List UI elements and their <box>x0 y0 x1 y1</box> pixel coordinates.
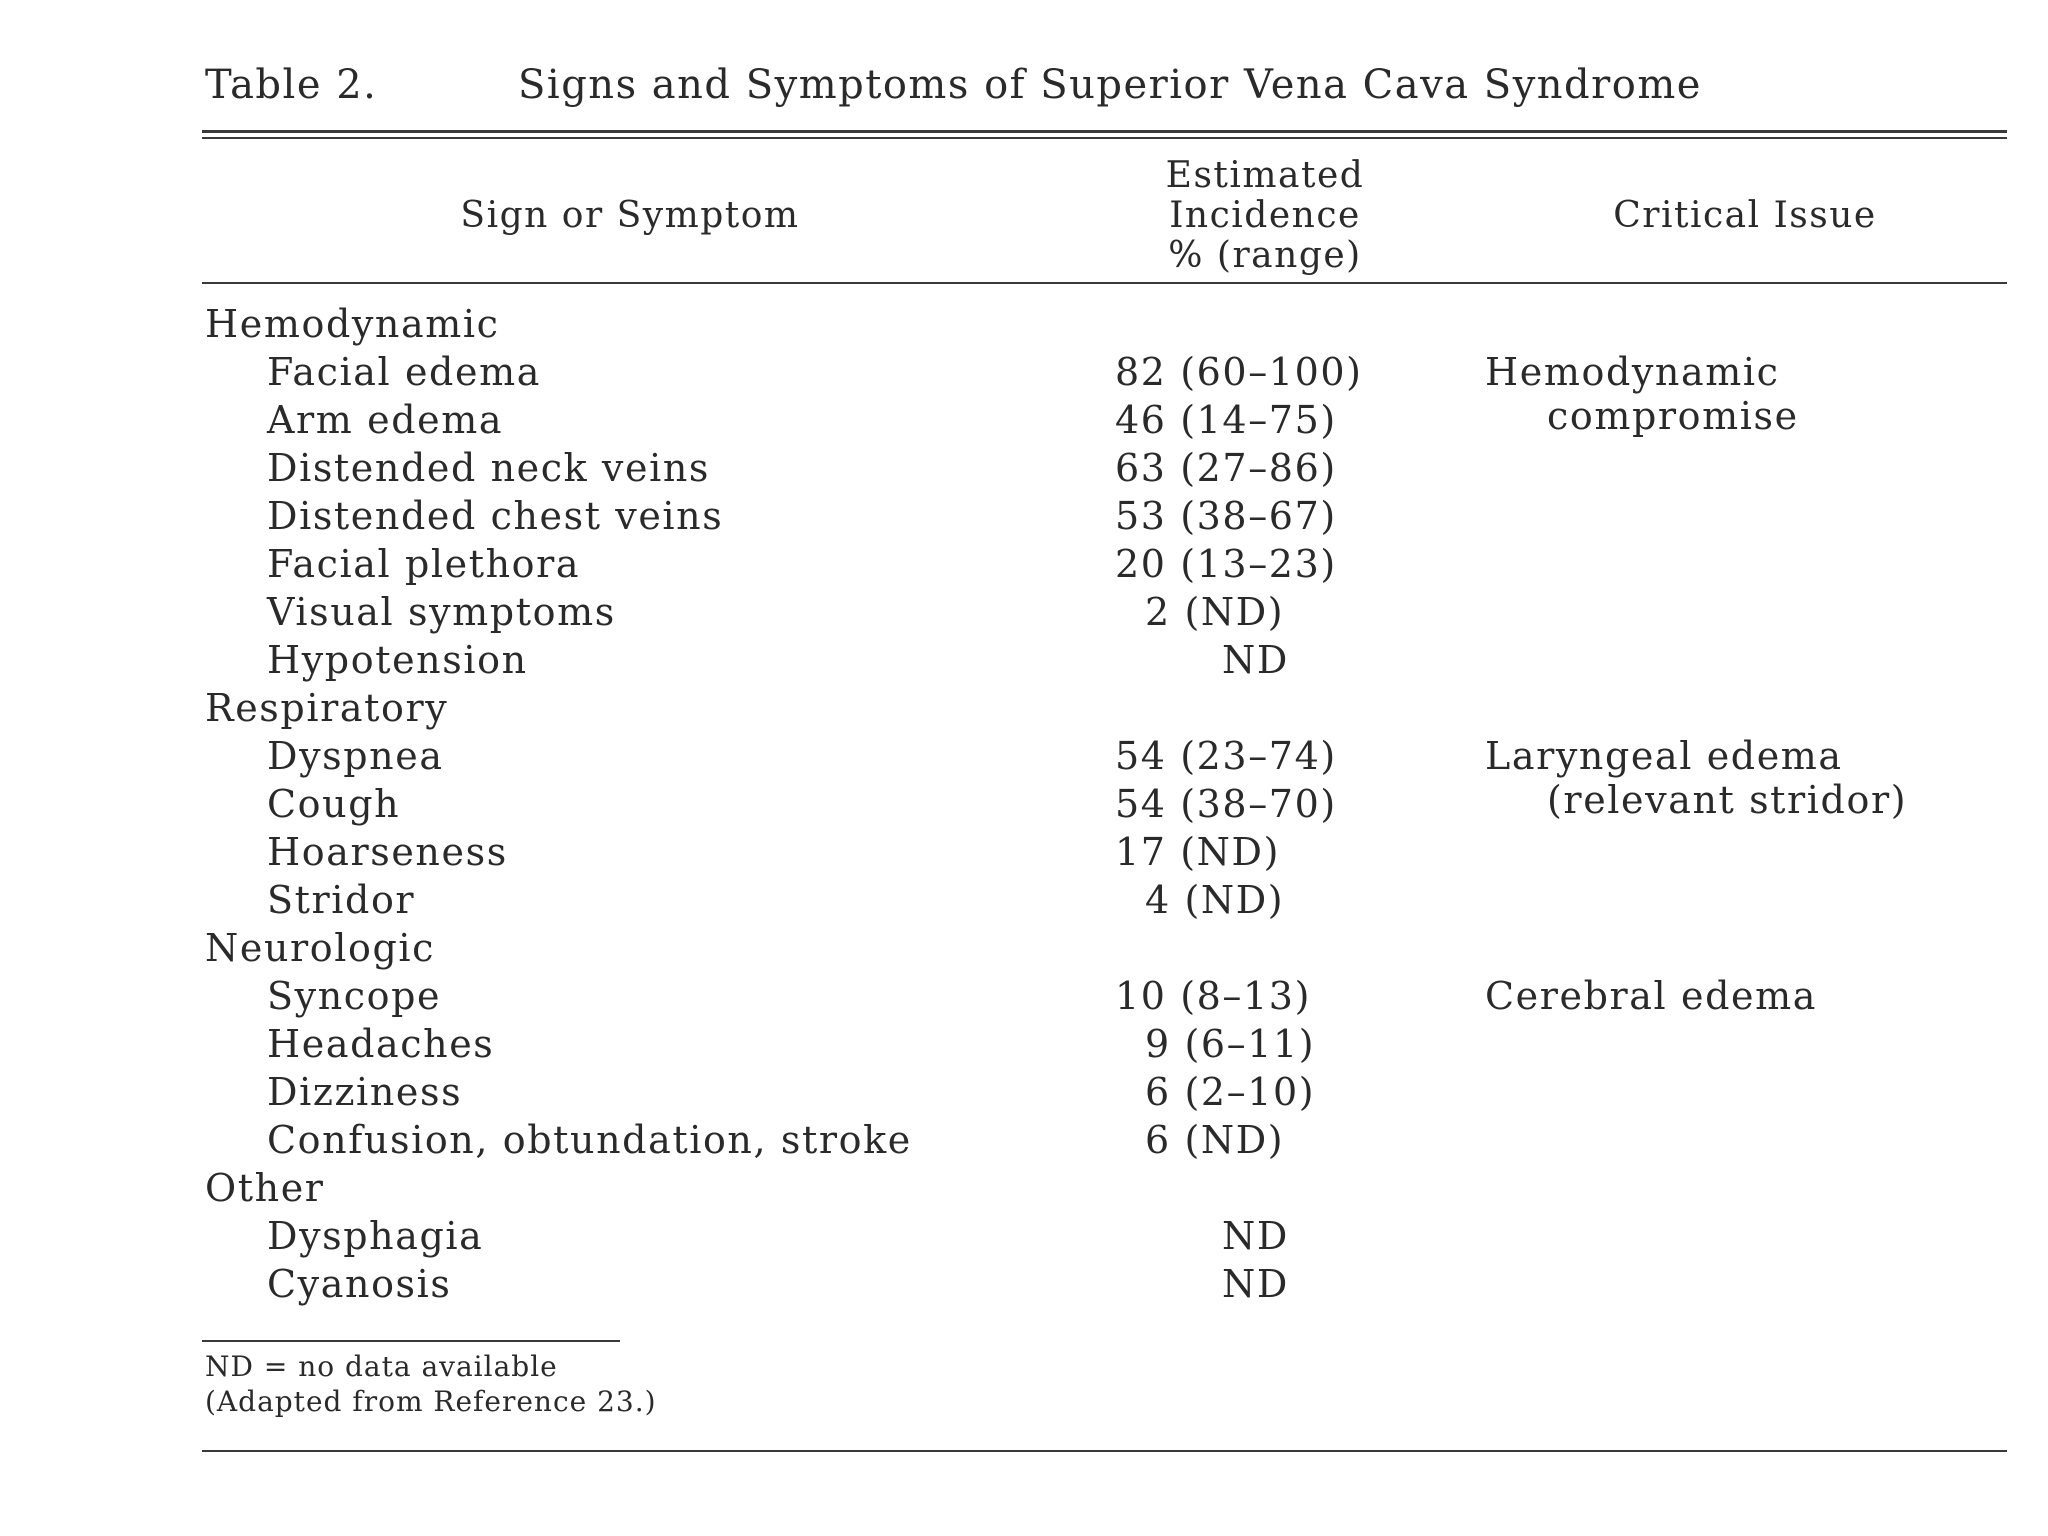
sign-cell: Stridor <box>267 878 416 922</box>
table-title: Signs and Symptoms of Superior Vena Cava Syndrome <box>518 62 1702 108</box>
header-incidence-line-3: % (range) <box>1168 235 1362 276</box>
sign-cell: Hoarseness <box>267 830 508 874</box>
sign-cell: Syncope <box>267 974 442 1018</box>
category-row <box>0 926 2048 974</box>
incidence-cell: 54 (38–70) <box>1115 782 1337 826</box>
category-label: Hemodynamic <box>205 302 500 346</box>
bottom-rule <box>202 1450 2007 1452</box>
critical-issue-neurologic: Cerebral edema <box>1485 974 1817 1018</box>
header-sign-or-symptom: Sign or Symptom <box>460 195 800 236</box>
incidence-cell: 53 (38–67) <box>1115 494 1337 538</box>
category-label: Neurologic <box>205 926 436 970</box>
category-label: Other <box>205 1166 325 1210</box>
sign-cell: Dizziness <box>267 1070 463 1114</box>
table-row <box>0 1022 2048 1070</box>
sign-cell: Facial plethora <box>267 542 581 586</box>
header-incidence-line-2: Incidence <box>1169 195 1361 236</box>
category-label: Respiratory <box>205 686 449 730</box>
table-row <box>0 590 2048 638</box>
incidence-cell: 82 (60–100) <box>1115 350 1363 394</box>
table-row <box>0 494 2048 542</box>
sign-cell: Dyspnea <box>267 734 444 778</box>
incidence-cell: 20 (13–23) <box>1115 542 1337 586</box>
top-rule-thin <box>202 137 2007 139</box>
table-row <box>0 638 2048 686</box>
category-row <box>0 686 2048 734</box>
top-rule-thick <box>202 130 2007 133</box>
incidence-cell: 2 (ND) <box>1145 590 1285 634</box>
incidence-cell: 54 (23–74) <box>1115 734 1337 778</box>
incidence-cell: ND <box>1222 638 1289 682</box>
sign-cell: Cyanosis <box>267 1262 452 1306</box>
header-estimated-incidence <box>1115 156 1415 286</box>
incidence-cell: ND <box>1222 1262 1289 1306</box>
sign-cell: Arm edema <box>267 398 504 442</box>
category-row <box>0 302 2048 350</box>
sign-cell: Cough <box>267 782 401 826</box>
table-row <box>0 1214 2048 1262</box>
sign-cell: Hypotension <box>267 638 528 682</box>
incidence-cell: 6 (2–10) <box>1145 1070 1316 1114</box>
incidence-cell: ND <box>1222 1214 1289 1258</box>
sign-cell: Confusion, obtundation, stroke <box>267 1118 912 1162</box>
category-row <box>0 1166 2048 1214</box>
sign-cell: Visual symptoms <box>267 590 616 634</box>
incidence-cell: 4 (ND) <box>1145 878 1285 922</box>
incidence-cell: 6 (ND) <box>1145 1118 1285 1162</box>
critical-issue-hemodynamic: Hemodynamic compromise <box>1485 350 1799 438</box>
table-row <box>0 1118 2048 1166</box>
header-critical-issue: Critical Issue <box>1613 195 1877 236</box>
footnote-rule <box>202 1340 620 1342</box>
sign-cell: Distended chest veins <box>267 494 724 538</box>
table-row <box>0 1262 2048 1310</box>
header-incidence-line-1: Estimated <box>1165 155 1365 196</box>
footnote-source: (Adapted from Reference 23.) <box>205 1385 657 1418</box>
table-row <box>0 830 2048 878</box>
sign-cell: Distended neck veins <box>267 446 711 490</box>
sign-cell: Facial edema <box>267 350 541 394</box>
table-row <box>0 446 2048 494</box>
incidence-cell: 63 (27–86) <box>1115 446 1337 490</box>
critical-issue-respiratory: Laryngeal edema (relevant stridor) <box>1485 734 1908 822</box>
table-caption <box>205 62 1968 112</box>
incidence-cell: 9 (6–11) <box>1145 1022 1316 1066</box>
table-row <box>0 542 2048 590</box>
incidence-cell: 10 (8–13) <box>1115 974 1312 1018</box>
footnote-nd: ND = no data available <box>205 1350 558 1383</box>
sign-cell: Headaches <box>267 1022 495 1066</box>
table-row <box>0 1070 2048 1118</box>
table-label: Table 2. <box>205 62 378 108</box>
incidence-cell: 46 (14–75) <box>1115 398 1337 442</box>
sign-cell: Dysphagia <box>267 1214 484 1258</box>
table-row <box>0 878 2048 926</box>
header-rule <box>202 282 2007 284</box>
incidence-cell: 17 (ND) <box>1115 830 1280 874</box>
